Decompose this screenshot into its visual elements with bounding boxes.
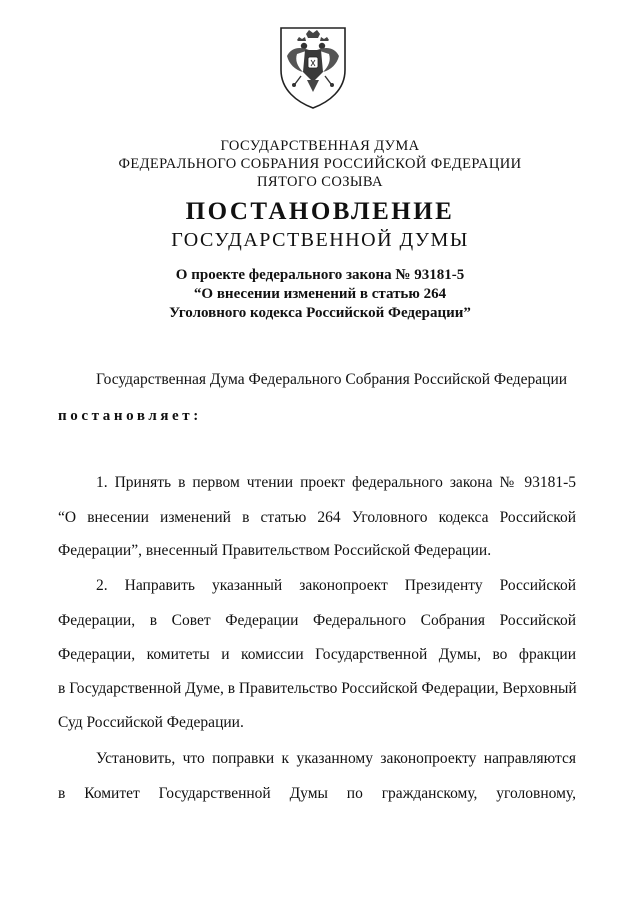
paragraph-1-line-1: 1. Принять в первом чтении проект федерального закона № 93181-5 [96,474,576,491]
paragraph-1-line-3: Федерации”, внесенный Правительством Российской Федерации. [58,542,492,559]
preamble-text: Государственная Дума Федерального Собрания Российской Федерации [96,371,568,388]
header-line-federal-assembly: ФЕДЕРАЛЬНОГО СОБРАНИЯ РОССИЙСКОЙ ФЕДЕРАЦИИ [118,156,522,172]
subject-line-3: Уголовного кодекса Российской Федерации” [169,305,471,321]
header-line-convocation: ПЯТОГО СОЗЫВА [257,174,383,190]
header-line-duma: ГОСУДАРСТВЕННАЯ ДУМА [220,138,420,154]
subject-line-1: О проекте федерального закона № 93181-5 [175,267,465,283]
document-title: ПОСТАНОВЛЕНИЕ [185,198,455,225]
subject-line-2: “О внесении изменений в статью 264 [193,286,447,302]
paragraph-2-line-4: в Государственной Думе, в Правительство Российской Федерации, Верховный [58,680,577,697]
document-subtitle: ГОСУДАРСТВЕННОЙ ДУМЫ [171,229,469,251]
coat-of-arms-icon [275,24,351,110]
decrees-word: постановляет: [58,408,202,424]
paragraph-2-line-3: Федерации, комитеты и комиссии Государственной Думы, во фракции [58,646,576,663]
paragraph-2-line-5: Суд Российской Федерации. [58,714,244,731]
paragraph-3-line-1: Установить, что поправки к указанному законопроекту направляются [96,750,576,767]
paragraph-2-line-1: 2. Направить указанный законопроект Президенту Российской [96,577,576,594]
paragraph-3-line-2: в Комитет Государственной Думы по гражданскому, уголовному, [58,785,576,802]
paragraph-2-line-2: Федерации, в Совет Федерации Федерального Собрания Российской [58,612,576,629]
paragraph-1-line-2: “О внесении изменений в статью 264 Уголовного кодекса Российской [58,509,576,526]
